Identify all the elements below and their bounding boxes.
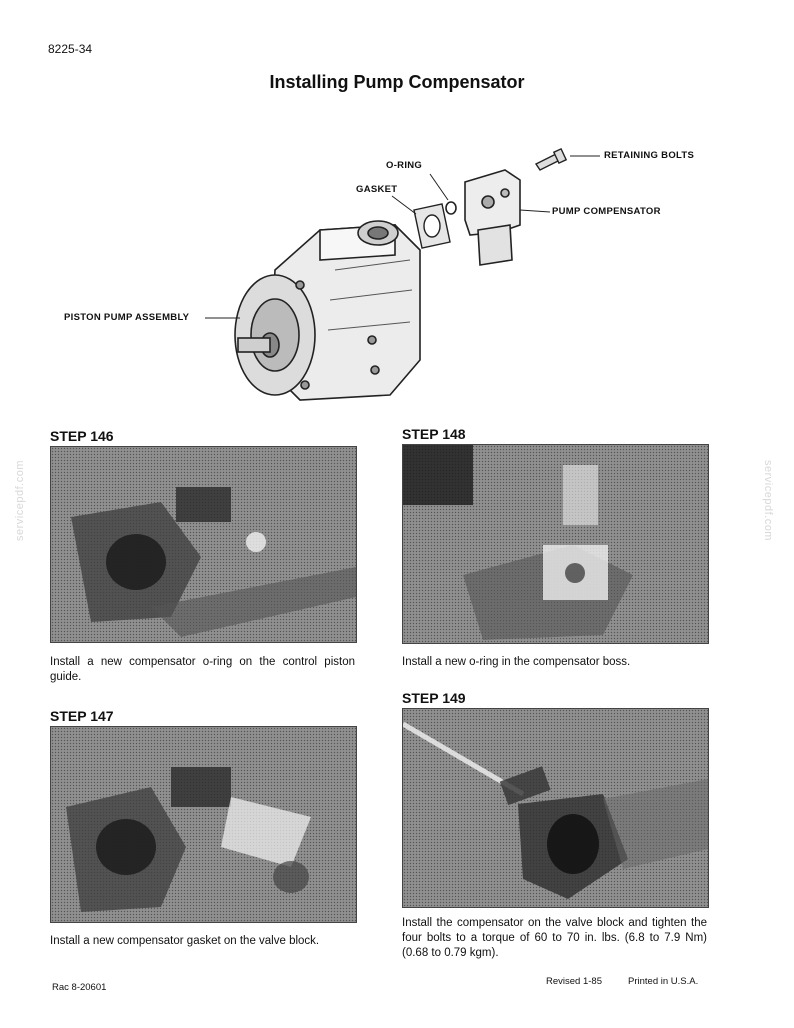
step-146-photo bbox=[50, 446, 357, 643]
step-148-caption: Install a new o-ring in the compensator boss. bbox=[402, 656, 631, 668]
footer-document-code: Rac 8-20601 bbox=[52, 982, 107, 993]
step-146-caption: Install a new compensator o-ring on the control piston guide. bbox=[50, 656, 355, 683]
label-gasket: GASKET bbox=[356, 184, 398, 195]
step-148-photo bbox=[402, 444, 709, 644]
step-149-heading: STEP 149 bbox=[402, 690, 466, 706]
step-147-caption: Install a new compensator gasket on the valve block. bbox=[50, 935, 320, 947]
step-148-heading: STEP 148 bbox=[402, 426, 466, 442]
label-retaining-bolts: RETAINING BOLTS bbox=[604, 150, 695, 161]
step-149-photo bbox=[402, 708, 709, 908]
page-title: Installing Pump Compensator bbox=[269, 72, 525, 92]
exploded-diagram bbox=[0, 130, 794, 420]
label-pump-compensator: PUMP COMPENSATOR bbox=[552, 206, 661, 217]
document-number: 8225-34 bbox=[48, 42, 93, 56]
label-o-ring: O-RING bbox=[386, 160, 423, 171]
watermark-right: servicepdf.com bbox=[762, 460, 774, 541]
step-147-photo bbox=[50, 726, 357, 923]
footer-printed: Printed in U.S.A. bbox=[628, 976, 699, 987]
pump-illustration bbox=[0, 130, 794, 420]
footer-revised: Revised 1-85 bbox=[546, 976, 602, 987]
step-149-caption: Install the compensator on the valve block and tighten the four bolts to a torque of 60 to 70 in. lbs. (6.8 to 7.9 Nm)(0.68 to 0.79 kgm). bbox=[402, 917, 707, 959]
step-147-heading: STEP 147 bbox=[50, 708, 114, 724]
step-146-heading: STEP 146 bbox=[50, 428, 114, 444]
watermark-left: servicepdf.com bbox=[14, 460, 26, 541]
label-piston-pump-assembly: PISTON PUMP ASSEMBLY bbox=[64, 312, 190, 323]
